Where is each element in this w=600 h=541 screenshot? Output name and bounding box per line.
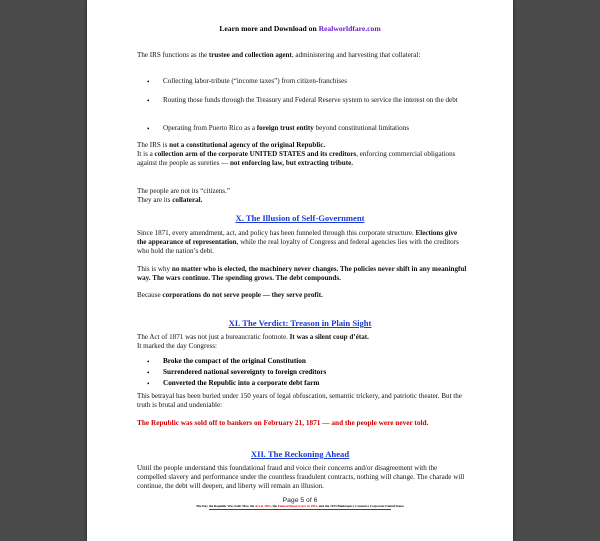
site-link[interactable]: Realworldfare.com <box>318 24 381 33</box>
section10-paragraph-3: Because corporations do not serve people — they serve profit. <box>137 291 323 299</box>
list-item: Broke the compact of the original Constitution <box>163 357 306 365</box>
irs-paragraph: The IRS is not a constitutional agency of the original Republic. It is a collection arm of the corporate UNITED STATES and its creditors, enforcing commercial obligations against the people as sureties — not enforcing law, but extracting tribute. <box>137 141 456 167</box>
red-callout: The Republic was sold off to bankers on February 21, 1871 — and the people were never told. <box>137 418 429 427</box>
section10-paragraph-1: Since 1871, every amendment, act, and policy has been funneled through this corporate structure. Elections give the appearance of representation, while the real loyalty of Congress and federal agencies lies with the creditors who hold the nation’s debt. <box>137 229 459 255</box>
people-paragraph: The people are not its “citizens.” They are its collateral. <box>137 187 230 204</box>
list-item: Converted the Republic into a corporate debt farm <box>163 379 320 387</box>
list-item: Collecting labor-tribute (“income taxes”) from citizen-franchises <box>163 77 348 85</box>
document-page <box>87 0 513 541</box>
bullet-dot: • <box>147 125 150 133</box>
bullet-dot: • <box>147 358 150 366</box>
bullet-dot: • <box>147 78 150 86</box>
list-item: Routing those funds through the Treasury and Federal Reserve system to service the interest on the debt <box>163 96 458 104</box>
page-number: Page 5 of 6 <box>282 497 318 504</box>
section11-paragraph-1: The Act of 1871 was not just a bureaucratic footnote. It was a silent coup d’état. It marked the day Congress: <box>137 333 369 350</box>
section-heading-x[interactable]: X. The Illusion of Self-Government <box>235 213 365 223</box>
intro-paragraph: The IRS functions as the trustee and collection agent, administering and harvesting that collateral: <box>137 51 421 59</box>
section-heading-xii[interactable]: XII. The Reckoning Ahead <box>250 449 350 459</box>
bullet-dot: • <box>147 369 150 377</box>
footer-rule <box>209 509 391 510</box>
page-footer: The Day the Republic Was Sold: How the Act of 1871, the Federal Reserve Act of 1913, and the 1933 Bankruptcy Created a Corporate United States <box>195 504 405 508</box>
list-item: Surrendered national sovereignty to foreign creditors <box>163 368 327 376</box>
section12-paragraph-1: Until the people understand this foundational fraud and voice their concerns and/or disagreement with the compelled slavery and performance under the countless fraudulent contracts, nothing will change. The charade will continue, the debt will deepen, and liberty will remain an illusion. <box>137 464 465 490</box>
bullet-dot: • <box>147 97 150 105</box>
section10-paragraph-2: This is why no matter who is elected, the machinery never changes. The policies never shift in any meaningful way. The wars continue. The spending grows. The debt compounds. <box>137 265 467 282</box>
section11-paragraph-2: This betrayal has been buried under 150 years of legal obfuscation, semantic trickery, and patriotic theater. But the truth is brutal and undeniable: <box>137 392 462 409</box>
section-heading-xi[interactable]: XI. The Verdict: Treason in Plain Sight <box>228 318 372 328</box>
page-header: Learn more and Download on Realworldfare.com <box>219 24 381 33</box>
bullet-dot: • <box>147 380 150 388</box>
list-item: Operating from Puerto Rico as a foreign trust entity beyond constitutional limitations <box>163 124 409 132</box>
